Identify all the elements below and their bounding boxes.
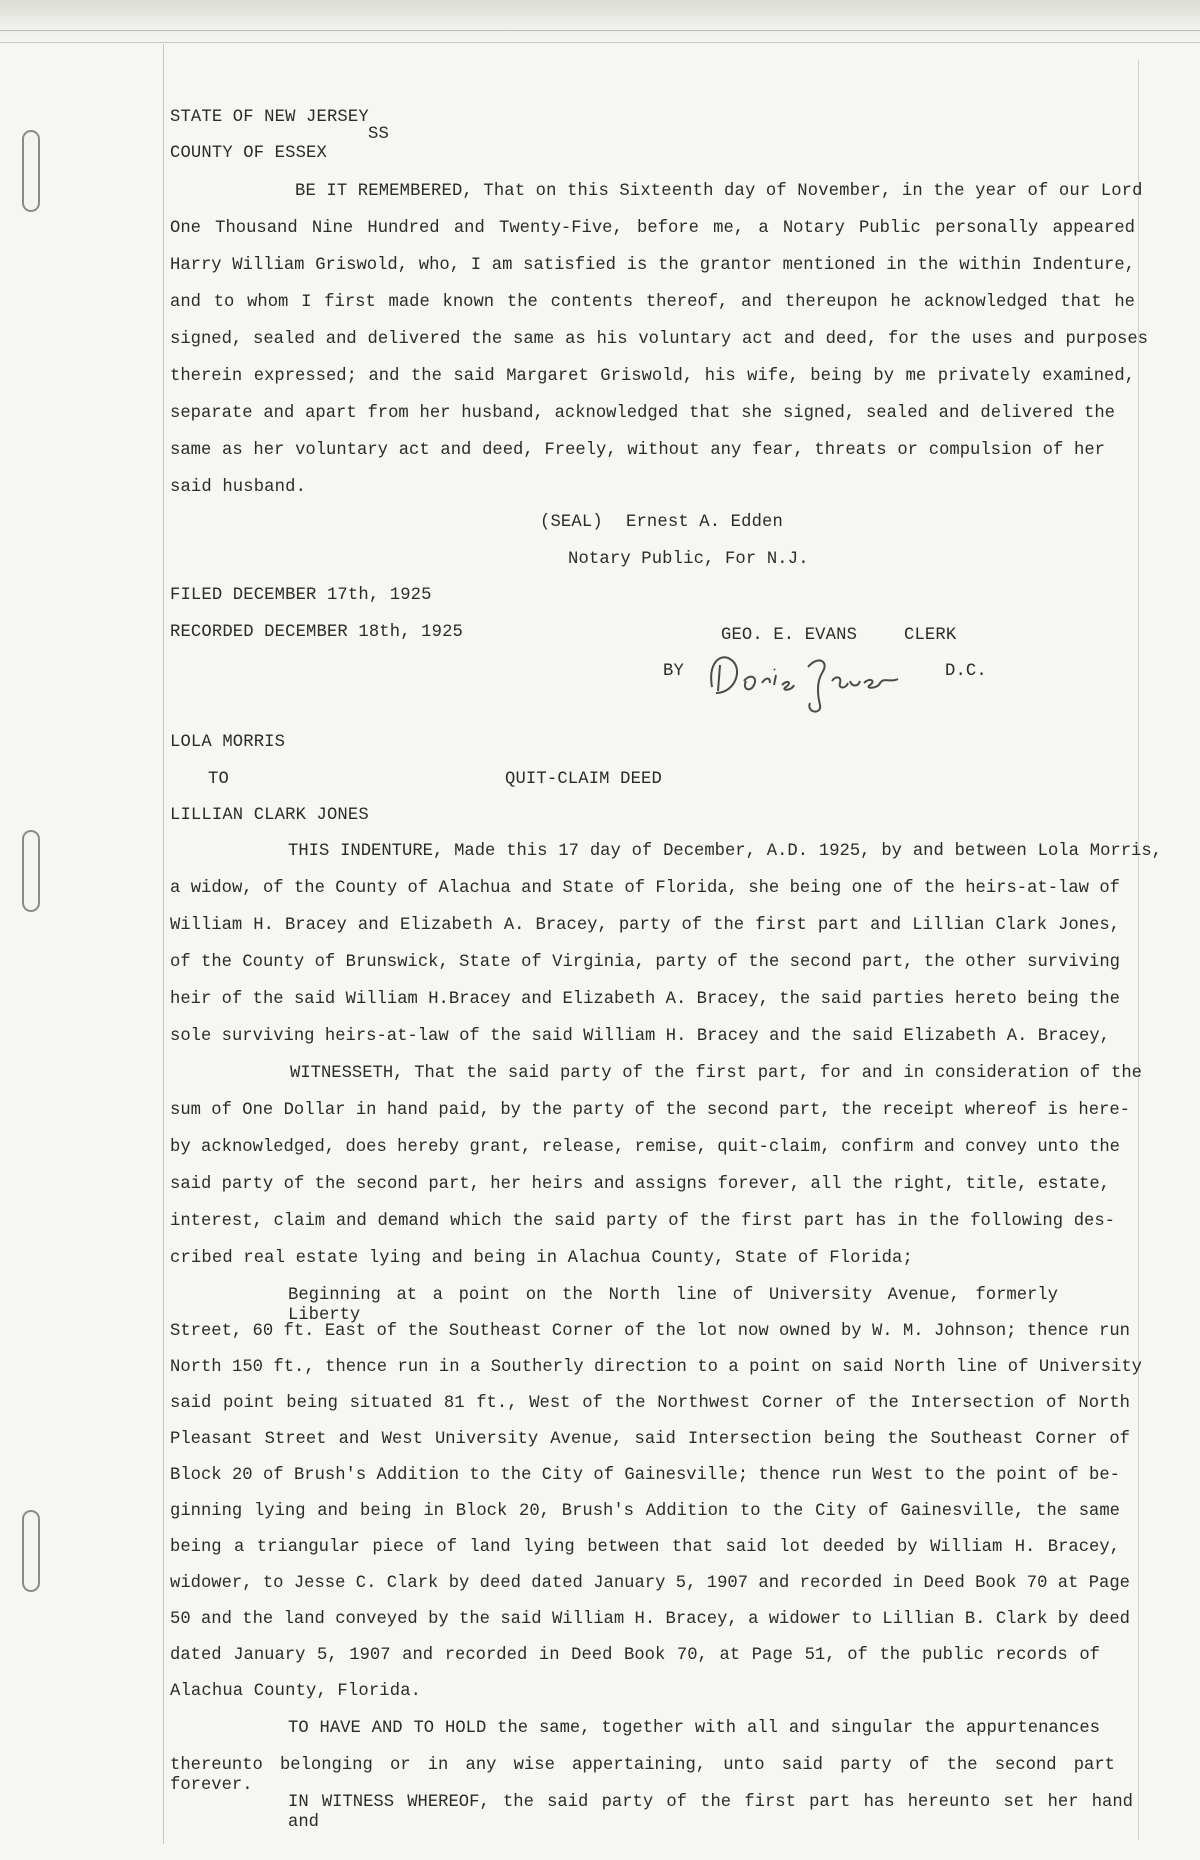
left-margin-rule [163, 44, 164, 1844]
deed-type: QUIT-CLAIM DEED [505, 770, 662, 789]
ack-line: BE IT REMEMBERED, That on this Sixteenth day of November, in the year of our Lord [295, 182, 1143, 201]
deed-line: WITNESSETH, That the said party of the first part, for and in consideration of the [290, 1064, 1142, 1083]
deed-line: sole surviving heirs-at-law of the said William H. Bracey and the said Elizabeth A. Bracey, [170, 1027, 1110, 1046]
deed-line: William H. Bracey and Elizabeth A. Bracey, party of the first part and Lillian Clark Jones, [170, 916, 1120, 935]
deputy-clerk-label: D.C. [945, 662, 987, 681]
deed-line: widower, to Jesse C. Clark by deed dated January 5, 1907 and recorded in Deed Book 70 at Page [170, 1574, 1130, 1593]
to-label: TO [208, 770, 229, 789]
venue-ss: SS [368, 125, 389, 144]
deed-line: by acknowledged, does hereby grant, release, remise, quit-claim, confirm and convey unto the [170, 1138, 1120, 1157]
deed-line: said point being situated 81 ft., West of the Northwest Corner of the Intersection of North [170, 1394, 1130, 1413]
deed-line: Beginning at a point on the North line of University Avenue, formerly Liberty [288, 1286, 1058, 1325]
deed-line: of the County of Brunswick, State of Virginia, party of the second part, the other surviving [170, 953, 1120, 972]
deed-line: 50 and the land conveyed by the said William H. Bracey, a widower to Lillian B. Clark by deed [170, 1610, 1130, 1629]
clerk-title: CLERK [904, 626, 957, 645]
deed-line: THIS INDENTURE, Made this 17 day of December, A.D. 1925, by and between Lola Morris, [288, 842, 1162, 861]
binder-hole-bottom [22, 1510, 40, 1592]
deed-line: interest, claim and demand which the said party of the first part has in the following des- [170, 1212, 1115, 1231]
deed-line: North 150 ft., thence run in a Southerly direction to a point on said North line of University [170, 1358, 1142, 1377]
deed-line: sum of One Dollar in hand paid, by the party of the second part, the receipt whereof is here- [170, 1101, 1130, 1120]
deed-line: said party of the second part, her heirs and assigns forever, all the right, title, estate, [170, 1175, 1110, 1194]
filed-date: FILED DECEMBER 17th, 1925 [170, 586, 432, 605]
ack-line: signed, sealed and delivered the same as his voluntary act and deed, for the uses and purposes [170, 330, 1148, 349]
deed-line: IN WITNESS WHEREOF, the said party of the first part has hereunto set her hand and [288, 1793, 1133, 1832]
deed-line: ginning lying and being in Block 20, Brush's Addition to the City of Gainesville, the same [170, 1502, 1120, 1521]
notary-name: Ernest A. Edden [626, 513, 783, 532]
ack-line: separate and apart from her husband, acknowledged that she signed, sealed and delivered the [170, 404, 1115, 423]
venue-county: COUNTY OF ESSEX [170, 144, 327, 163]
ack-line: therein expressed; and the said Margaret Griswold, his wife, being by me privately examined, [170, 367, 1135, 386]
deed-line: TO HAVE AND TO HOLD the same, together with all and singular the appurtenances [288, 1719, 1100, 1738]
ack-line: and to whom I first made known the contents thereof, and thereupon he acknowledged that he [170, 293, 1135, 312]
right-margin-rule [1138, 60, 1139, 1840]
clerk-name: GEO. E. EVANS [721, 626, 858, 645]
deed-line: Alachua County, Florida. [170, 1682, 422, 1701]
deed-line: dated January 5, 1907 and recorded in Deed Book 70, at Page 51, of the public records of [170, 1646, 1100, 1665]
scan-top-band [0, 0, 1200, 43]
ack-line: same as her voluntary act and deed, Freely, without any fear, threats or compulsion of her [170, 441, 1105, 460]
deed-line: being a triangular piece of land lying between that said lot deeded by William H. Bracey, [170, 1538, 1120, 1557]
ack-line: said husband. [170, 478, 307, 497]
deed-line: Pleasant Street and West University Avenue, said Intersection being the Southeast Corner of [170, 1430, 1130, 1449]
deed-line: cribed real estate lying and being in Alachua County, State of Florida; [170, 1249, 913, 1268]
binder-hole-middle [22, 830, 40, 912]
deed-line: heir of the said William H.Bracey and Elizabeth A. Bracey, the said parties hereto being the [170, 990, 1120, 1009]
deed-line: Block 20 of Brush's Addition to the City of Gainesville; thence run West to the point of be- [170, 1466, 1120, 1485]
by-label: BY [663, 662, 684, 681]
clerk-signature [700, 645, 920, 715]
recorded-date: RECORDED DECEMBER 18th, 1925 [170, 623, 463, 642]
deed-line: thereunto belonging or in any wise appertaining, unto said party of the second part forever. [170, 1756, 1115, 1795]
grantee-name: LILLIAN CLARK JONES [170, 806, 369, 825]
seal-mark: (SEAL) [540, 513, 603, 532]
scan-top-line [0, 30, 1200, 31]
ack-line: Harry William Griswold, who, I am satisfied is the grantor mentioned in the within Indenture, [170, 256, 1135, 275]
notary-title: Notary Public, For N.J. [568, 550, 809, 569]
binder-hole-top [22, 130, 40, 212]
deed-line: a widow, of the County of Alachua and State of Florida, she being one of the heirs-at-law of [170, 879, 1120, 898]
grantor-name: LOLA MORRIS [170, 733, 286, 752]
ack-line: One Thousand Nine Hundred and Twenty-Five, before me, a Notary Public personally appeared [170, 219, 1135, 238]
venue-state: STATE OF NEW JERSEY [170, 108, 369, 127]
deed-line: Street, 60 ft. East of the Southeast Corner of the lot now owned by W. M. Johnson; thence run [170, 1322, 1130, 1341]
